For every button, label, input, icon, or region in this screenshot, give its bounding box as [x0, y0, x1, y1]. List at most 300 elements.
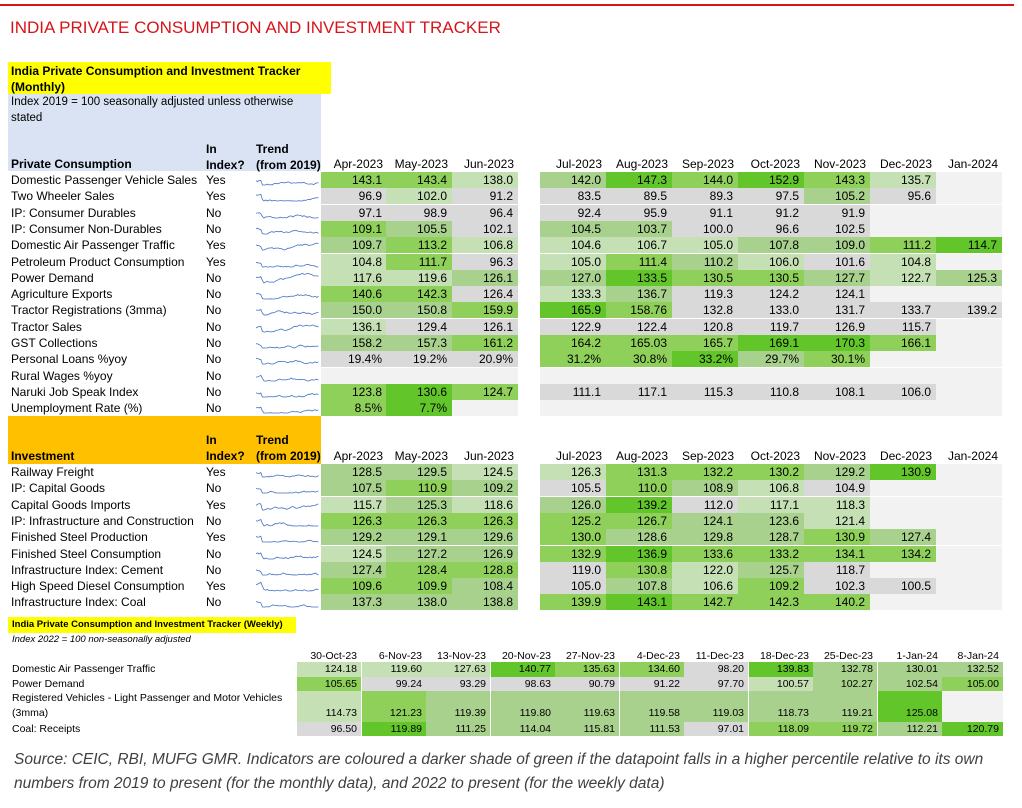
- consumption-row-in-index: Yes: [206, 189, 226, 204]
- investment-row-name: Finished Steel Production: [11, 530, 148, 545]
- weekly-value-cell: 119.21: [841, 707, 873, 719]
- investment-value-cell: 115.7: [321, 497, 387, 513]
- consumption-value-cell: 126.9: [804, 319, 870, 335]
- weekly-value-cell: 99.24: [395, 678, 422, 690]
- weekly-value-cell: 140.77: [518, 663, 551, 675]
- consumption-value-cell: 129.4: [386, 319, 452, 335]
- consumption-value-cell: [936, 188, 1002, 204]
- consumption-value-cell: 143.1: [321, 172, 387, 188]
- investment-value-cell: 130.9: [870, 464, 936, 480]
- consumption-value-cell: 120.8: [672, 319, 738, 335]
- weekly-row-name: Domestic Air Passenger Traffic: [12, 663, 156, 675]
- consumption-value-cell: 140.6: [321, 286, 387, 302]
- consumption-value-cell: 115.3: [672, 384, 738, 400]
- investment-value-cell: 118.7: [804, 562, 870, 578]
- weekly-value-cell: 119.63: [583, 707, 615, 719]
- investment-value-cell: 105.0: [540, 578, 606, 594]
- investment-value-cell: 129.2: [321, 529, 387, 545]
- investment-value-cell: 107.8: [606, 578, 672, 594]
- consumption-value-cell: 29.7%: [738, 351, 804, 367]
- investment-value-cell: 118.6: [452, 497, 518, 513]
- monthly-subtitle: Index 2019 = 100 seasonally adjusted unless otherwise stated: [11, 96, 294, 124]
- investment-value-cell: 107.5: [321, 480, 387, 496]
- consumption-value-cell: 96.4: [452, 205, 518, 221]
- consumption-value-cell: [870, 368, 936, 384]
- investment-value-cell: 108.4: [452, 578, 518, 594]
- consumption-value-cell: [870, 205, 936, 221]
- consumption-value-cell: 33.2%: [672, 351, 738, 367]
- trend-line: [256, 536, 318, 542]
- month-header-consumption: Sep-2023: [681, 157, 734, 171]
- investment-row-in-index: Yes: [206, 465, 226, 479]
- trend-sparkline: [256, 352, 320, 366]
- consumption-value-cell: 111.2: [870, 237, 936, 253]
- weekly-value-cell: 112.21: [906, 723, 938, 735]
- consumption-row-name: Rural Wages %yoy: [11, 368, 113, 383]
- consumption-value-cell: 30.8%: [606, 351, 672, 367]
- investment-value-cell: 110.9: [386, 480, 452, 496]
- consumption-value-cell: [936, 368, 1002, 384]
- consumption-value-cell: 119.3: [672, 286, 738, 302]
- month-header-consumption: Oct-2023: [750, 157, 800, 171]
- investment-value-cell: 119.0: [540, 562, 606, 578]
- consumption-value-cell: [870, 286, 936, 302]
- investment-value-cell: 130.9: [804, 529, 870, 545]
- investment-value-cell: [870, 480, 936, 496]
- trend-sparkline: [256, 530, 320, 544]
- monthly-title: India Private Consumption and Investment Tracker (Monthly): [11, 64, 301, 94]
- weekly-value-cell: 119.80: [519, 707, 551, 719]
- investment-value-cell: 130.2: [738, 464, 804, 480]
- investment-value-cell: 127.4: [870, 529, 936, 545]
- trend-sparkline: [256, 255, 320, 269]
- trend-sparkline: [256, 320, 320, 334]
- investment-value-cell: [936, 497, 1002, 513]
- investment-value-cell: 131.3: [606, 464, 672, 480]
- investment-value-cell: 125.3: [386, 497, 452, 513]
- trend-sparkline: [256, 206, 320, 220]
- consumption-value-cell: 111.7: [386, 254, 452, 270]
- investment-header: Investment: [11, 449, 75, 463]
- consumption-value-cell: [452, 400, 518, 416]
- investment-value-cell: 128.7: [738, 529, 804, 545]
- investment-value-cell: [936, 513, 1002, 529]
- trend-sparkline: [256, 222, 320, 236]
- weekly-value-cell: 120.79: [966, 723, 999, 735]
- investment-value-cell: 130.0: [540, 529, 606, 545]
- consumption-value-cell: 142.0: [540, 172, 606, 188]
- month-header-investment: Sep-2023: [681, 449, 734, 463]
- consumption-value-cell: 170.3: [804, 335, 870, 351]
- trend-sparkline: [256, 303, 320, 317]
- consumption-value-cell: 136.7: [606, 286, 672, 302]
- consumption-value-cell: 119.6: [386, 270, 452, 286]
- consumption-value-cell: 104.8: [870, 254, 936, 270]
- month-header-consumption: Jun-2023: [463, 157, 514, 171]
- investment-value-cell: 127.2: [386, 546, 452, 562]
- weekly-row-name: Registered Vehicles - Light Passenger and Motor Vehicles (3mma): [12, 692, 283, 719]
- consumption-value-cell: 126.1: [452, 319, 518, 335]
- consumption-value-cell: 91.2: [738, 205, 804, 221]
- weekly-value-cell: 119.72: [841, 723, 873, 735]
- investment-value-cell: 130.8: [606, 562, 672, 578]
- consumption-row-name: Petroleum Product Consumption: [11, 254, 185, 269]
- consumption-value-cell: 114.7: [936, 237, 1002, 253]
- trend-line: [256, 473, 318, 477]
- investment-value-cell: [936, 546, 1002, 562]
- investment-value-cell: 138.0: [386, 594, 452, 610]
- weekly-value-cell: 139.83: [776, 663, 809, 675]
- week-header: 8-Jan-24: [957, 650, 999, 662]
- week-header: 25-Dec-23: [823, 650, 873, 662]
- consumption-row-name: Personal Loans %yoy: [11, 352, 128, 367]
- investment-row-name: IP: Infrastructure and Construction: [11, 513, 194, 528]
- weekly-value-cell: 90.79: [588, 678, 615, 690]
- consumption-value-cell: 20.9%: [452, 351, 518, 367]
- consumption-value-cell: 105.5: [386, 221, 452, 237]
- consumption-row-in-index: No: [206, 319, 222, 334]
- consumption-value-cell: 110.2: [672, 254, 738, 270]
- consumption-row-in-index: Yes: [206, 254, 226, 269]
- trend-sparkline: [256, 547, 320, 561]
- consumption-value-cell: 122.9: [540, 319, 606, 335]
- consumption-value-cell: 139.2: [936, 302, 1002, 318]
- consumption-value-cell: [936, 254, 1002, 270]
- investment-value-cell: [870, 562, 936, 578]
- investment-value-cell: 126.3: [386, 513, 452, 529]
- investment-value-cell: 117.1: [738, 497, 804, 513]
- month-header-consumption: Jan-2024: [947, 157, 998, 171]
- consumption-row-name: Agriculture Exports: [11, 287, 113, 302]
- trend-sparkline: [256, 579, 320, 593]
- consumption-row-in-index: No: [206, 384, 222, 399]
- investment-value-cell: 140.2: [804, 594, 870, 610]
- trend-sparkline: [256, 514, 320, 528]
- consumption-value-cell: 102.0: [386, 188, 452, 204]
- consumption-value-cell: 126.4: [452, 286, 518, 302]
- investment-value-cell: [936, 480, 1002, 496]
- trend-sparkline: [256, 563, 320, 577]
- investment-row-in-index: No: [206, 513, 222, 528]
- consumption-value-cell: 8.5%: [321, 400, 387, 416]
- investment-value-cell: 126.3: [540, 464, 606, 480]
- trend-line: [256, 375, 318, 381]
- investment-row-name: IP: Capital Goods: [11, 481, 106, 496]
- in-index-header-c: In Index?: [206, 142, 245, 172]
- trend-line: [256, 553, 318, 559]
- week-header: 1-Jan-24: [896, 650, 938, 662]
- consumption-value-cell: 103.7: [606, 221, 672, 237]
- consumption-value-cell: [936, 351, 1002, 367]
- consumption-value-cell: 107.8: [738, 237, 804, 253]
- weekly-value-cell: 119.39: [454, 707, 486, 719]
- trend-sparkline: [256, 498, 320, 512]
- investment-value-cell: 106.6: [672, 578, 738, 594]
- investment-value-cell: 124.5: [321, 546, 387, 562]
- consumption-row-in-index: No: [206, 221, 222, 236]
- week-header: 4-Dec-23: [636, 650, 680, 662]
- consumption-value-cell: 165.9: [540, 302, 606, 318]
- week-header: 27-Nov-23: [565, 650, 615, 662]
- consumption-value-cell: 147.3: [606, 172, 672, 188]
- consumption-value-cell: 83.5: [540, 188, 606, 204]
- consumption-value-cell: 109.0: [804, 237, 870, 253]
- consumption-value-cell: 123.8: [321, 384, 387, 400]
- trend-sparkline: [256, 189, 320, 203]
- trend-sparkline: [256, 465, 320, 479]
- investment-row-in-index: Yes: [206, 579, 226, 594]
- consumption-value-cell: 122.7: [870, 270, 936, 286]
- weekly-value-cell: 102.27: [840, 678, 873, 690]
- consumption-value-cell: 105.2: [804, 188, 870, 204]
- consumption-value-cell: [936, 286, 1002, 302]
- month-header-investment: Aug-2023: [615, 449, 668, 463]
- week-header: 13-Nov-23: [436, 650, 486, 662]
- weekly-value-cell: 118.09: [777, 723, 809, 735]
- consumption-value-cell: 136.1: [321, 319, 387, 335]
- investment-row-in-index: Yes: [206, 530, 226, 545]
- consumption-value-cell: 131.7: [804, 302, 870, 318]
- weekly-value-cell: 96.50: [330, 723, 357, 735]
- consumption-value-cell: 106.0: [738, 254, 804, 270]
- consumption-value-cell: 106.8: [452, 237, 518, 253]
- consumption-value-cell: 95.6: [870, 188, 936, 204]
- investment-value-cell: 143.1: [606, 594, 672, 610]
- consumption-value-cell: 169.1: [738, 335, 804, 351]
- weekly-value-cell: 114.04: [519, 723, 551, 735]
- weekly-value-cell: 98.63: [524, 678, 551, 690]
- trend-sparkline: [256, 401, 320, 415]
- weekly-value-cell: 132.52: [966, 663, 999, 675]
- investment-value-cell: [936, 464, 1002, 480]
- consumption-value-cell: 111.1: [540, 384, 606, 400]
- consumption-value-cell: 161.2: [452, 335, 518, 351]
- consumption-value-cell: 157.3: [386, 335, 452, 351]
- consumption-row-in-index: No: [206, 336, 222, 350]
- trend-line: [256, 195, 318, 202]
- trend-header-c: Trend (from 2019): [256, 142, 321, 172]
- month-header-investment: Apr-2023: [333, 449, 383, 463]
- investment-value-cell: 124.5: [452, 464, 518, 480]
- week-header: 20-Nov-23: [501, 650, 551, 662]
- consumption-value-cell: [936, 205, 1002, 221]
- consumption-value-cell: 111.4: [606, 254, 672, 270]
- consumption-value-cell: [672, 400, 738, 416]
- investment-row-name: Railway Freight: [11, 465, 94, 479]
- trend-sparkline: [256, 336, 320, 350]
- investment-value-cell: 133.6: [672, 546, 738, 562]
- trend-line: [256, 262, 318, 267]
- consumption-value-cell: 158.76: [606, 302, 672, 318]
- investment-value-cell: [870, 594, 936, 610]
- trend-line: [256, 602, 318, 608]
- month-header-consumption: May-2023: [394, 157, 448, 171]
- consumption-row-name: Domestic Air Passenger Traffic: [11, 238, 175, 253]
- consumption-value-cell: 164.2: [540, 335, 606, 351]
- consumption-value-cell: 102.1: [452, 221, 518, 237]
- consumption-value-cell: [936, 319, 1002, 335]
- consumption-value-cell: [540, 400, 606, 416]
- trend-line: [256, 519, 318, 526]
- source-footnote: Source: CEIC, RBI, MUFG GMR. Indicators are coloured a darker shade of green if the datapoint falls in a higher percentile relative to its own numbers from 2019 to present (for the monthly data), and 2022 to present (for the weekly data): [14, 751, 984, 792]
- investment-value-cell: 126.3: [452, 513, 518, 529]
- month-header-consumption: Aug-2023: [615, 157, 668, 171]
- trend-line: [256, 344, 318, 348]
- consumption-header: Private Consumption: [11, 157, 132, 171]
- investment-value-cell: 126.9: [452, 546, 518, 562]
- investment-value-cell: 109.2: [452, 480, 518, 496]
- investment-value-cell: 134.2: [870, 546, 936, 562]
- consumption-value-cell: 89.5: [606, 188, 672, 204]
- weekly-value-cell: 121.23: [389, 707, 422, 719]
- consumption-value-cell: [738, 400, 804, 416]
- consumption-row-in-index: No: [206, 368, 222, 383]
- investment-value-cell: 123.6: [738, 513, 804, 529]
- trend-line: [256, 393, 318, 397]
- weekly-value-cell: 119.58: [648, 707, 680, 719]
- consumption-value-cell: 150.0: [321, 302, 387, 318]
- investment-row-name: High Speed Diesel Consumption: [11, 579, 185, 594]
- consumption-value-cell: [804, 368, 870, 384]
- month-header-investment: Nov-2023: [813, 449, 866, 463]
- consumption-value-cell: 115.7: [870, 319, 936, 335]
- trend-line: [256, 212, 318, 217]
- investment-row-name: Finished Steel Consumption: [11, 546, 162, 561]
- investment-value-cell: 139.2: [606, 497, 672, 513]
- consumption-row-name: GST Collections: [11, 336, 98, 350]
- consumption-value-cell: 165.03: [606, 335, 672, 351]
- weekly-value-cell: 97.01: [717, 723, 744, 735]
- consumption-value-cell: [870, 221, 936, 237]
- investment-value-cell: 134.1: [804, 546, 870, 562]
- consumption-value-cell: 91.9: [804, 205, 870, 221]
- consumption-row-name: Unemployment Rate (%): [11, 401, 143, 416]
- consumption-row-name: Domestic Passenger Vehicle Sales: [11, 173, 198, 187]
- week-header: 18-Dec-23: [759, 650, 809, 662]
- consumption-value-cell: [936, 335, 1002, 351]
- investment-value-cell: 124.1: [672, 513, 738, 529]
- trend-sparkline: [256, 385, 320, 399]
- consumption-value-cell: 92.4: [540, 205, 606, 221]
- investment-value-cell: 138.8: [452, 594, 518, 610]
- investment-value-cell: 102.3: [804, 578, 870, 594]
- weekly-value-cell: 98.20: [717, 663, 744, 675]
- investment-value-cell: 105.5: [540, 480, 606, 496]
- consumption-value-cell: 130.5: [738, 270, 804, 286]
- consumption-value-cell: 30.1%: [804, 351, 870, 367]
- consumption-value-cell: 117.6: [321, 270, 387, 286]
- consumption-value-cell: 7.7%: [386, 400, 452, 416]
- weekly-value-cell: 97.70: [717, 678, 744, 690]
- consumption-value-cell: [870, 351, 936, 367]
- investment-value-cell: 129.1: [386, 529, 452, 545]
- investment-value-cell: [936, 562, 1002, 578]
- consumption-row-name: Power Demand: [11, 270, 94, 285]
- consumption-value-cell: 150.8: [386, 302, 452, 318]
- consumption-value-cell: 104.6: [540, 237, 606, 253]
- investment-value-cell: 118.3: [804, 497, 870, 513]
- consumption-value-cell: 124.1: [804, 286, 870, 302]
- month-header-investment: Jan-2024: [947, 449, 998, 463]
- investment-row-name: Infrastructure Index: Cement: [11, 562, 164, 577]
- investment-row-in-index: No: [206, 595, 222, 610]
- consumption-row-in-index: Yes: [206, 173, 226, 187]
- consumption-value-cell: 100.0: [672, 221, 738, 237]
- consumption-value-cell: [672, 368, 738, 384]
- page-title: INDIA PRIVATE CONSUMPTION AND INVESTMENT TRACKER: [10, 18, 501, 37]
- trend-sparkline: [256, 238, 320, 252]
- weekly-value-cell: 130.01: [905, 663, 938, 675]
- weekly-cell-bg: [942, 691, 1003, 722]
- investment-value-cell: 128.8: [452, 562, 518, 578]
- consumption-value-cell: [452, 368, 518, 384]
- investment-value-cell: 121.4: [804, 513, 870, 529]
- consumption-value-cell: 144.0: [672, 172, 738, 188]
- investment-value-cell: 109.9: [386, 578, 452, 594]
- investment-value-cell: 132.2: [672, 464, 738, 480]
- investment-value-cell: 100.5: [870, 578, 936, 594]
- consumption-value-cell: [936, 221, 1002, 237]
- weekly-value-cell: 111.53: [649, 723, 680, 735]
- consumption-value-cell: 166.1: [870, 335, 936, 351]
- investment-value-cell: 125.2: [540, 513, 606, 529]
- consumption-value-cell: 104.5: [540, 221, 606, 237]
- consumption-value-cell: 19.2%: [386, 351, 452, 367]
- investment-value-cell: 125.7: [738, 562, 804, 578]
- investment-value-cell: 112.0: [672, 497, 738, 513]
- weekly-row-name: Power Demand: [12, 678, 85, 690]
- consumption-row-in-index: No: [206, 270, 222, 285]
- week-header: 30-Oct-23: [310, 650, 357, 662]
- consumption-value-cell: [936, 172, 1002, 188]
- consumption-value-cell: [606, 368, 672, 384]
- consumption-value-cell: 142.3: [386, 286, 452, 302]
- weekly-value-cell: 134.60: [647, 663, 680, 675]
- consumption-value-cell: 96.3: [452, 254, 518, 270]
- investment-row-in-index: Yes: [206, 497, 226, 512]
- consumption-value-cell: 133.5: [606, 270, 672, 286]
- investment-value-cell: [870, 513, 936, 529]
- investment-value-cell: 142.7: [672, 594, 738, 610]
- month-header-consumption: Nov-2023: [813, 157, 866, 171]
- consumption-value-cell: 89.3: [672, 188, 738, 204]
- consumption-value-cell: 138.0: [452, 172, 518, 188]
- weekly-value-cell: 114.73: [325, 707, 357, 719]
- week-header: 6-Nov-23: [378, 650, 422, 662]
- investment-row-in-index: No: [206, 481, 222, 496]
- investment-row-in-index: No: [206, 546, 222, 561]
- trend-line: [256, 359, 318, 365]
- investment-value-cell: 109.6: [321, 578, 387, 594]
- weekly-value-cell: 105.00: [966, 678, 999, 690]
- weekly-value-cell: 124.18: [324, 663, 357, 675]
- month-header-investment: Jul-2023: [555, 449, 602, 463]
- consumption-value-cell: 91.2: [452, 188, 518, 204]
- investment-value-cell: 109.2: [738, 578, 804, 594]
- consumption-value-cell: 97.5: [738, 188, 804, 204]
- weekly-value-cell: 118.73: [777, 707, 809, 719]
- trend-header-i: Trend (from 2019): [256, 433, 321, 463]
- trend-line: [256, 273, 318, 283]
- weekly-value-cell: 132.78: [840, 663, 873, 675]
- trend-line: [256, 582, 318, 591]
- consumption-row-in-index: No: [206, 287, 222, 302]
- investment-value-cell: 126.0: [540, 497, 606, 513]
- consumption-value-cell: 124.7: [452, 384, 518, 400]
- month-header-consumption: Apr-2023: [333, 157, 383, 171]
- consumption-value-cell: 96.9: [321, 188, 387, 204]
- investment-value-cell: 132.9: [540, 546, 606, 562]
